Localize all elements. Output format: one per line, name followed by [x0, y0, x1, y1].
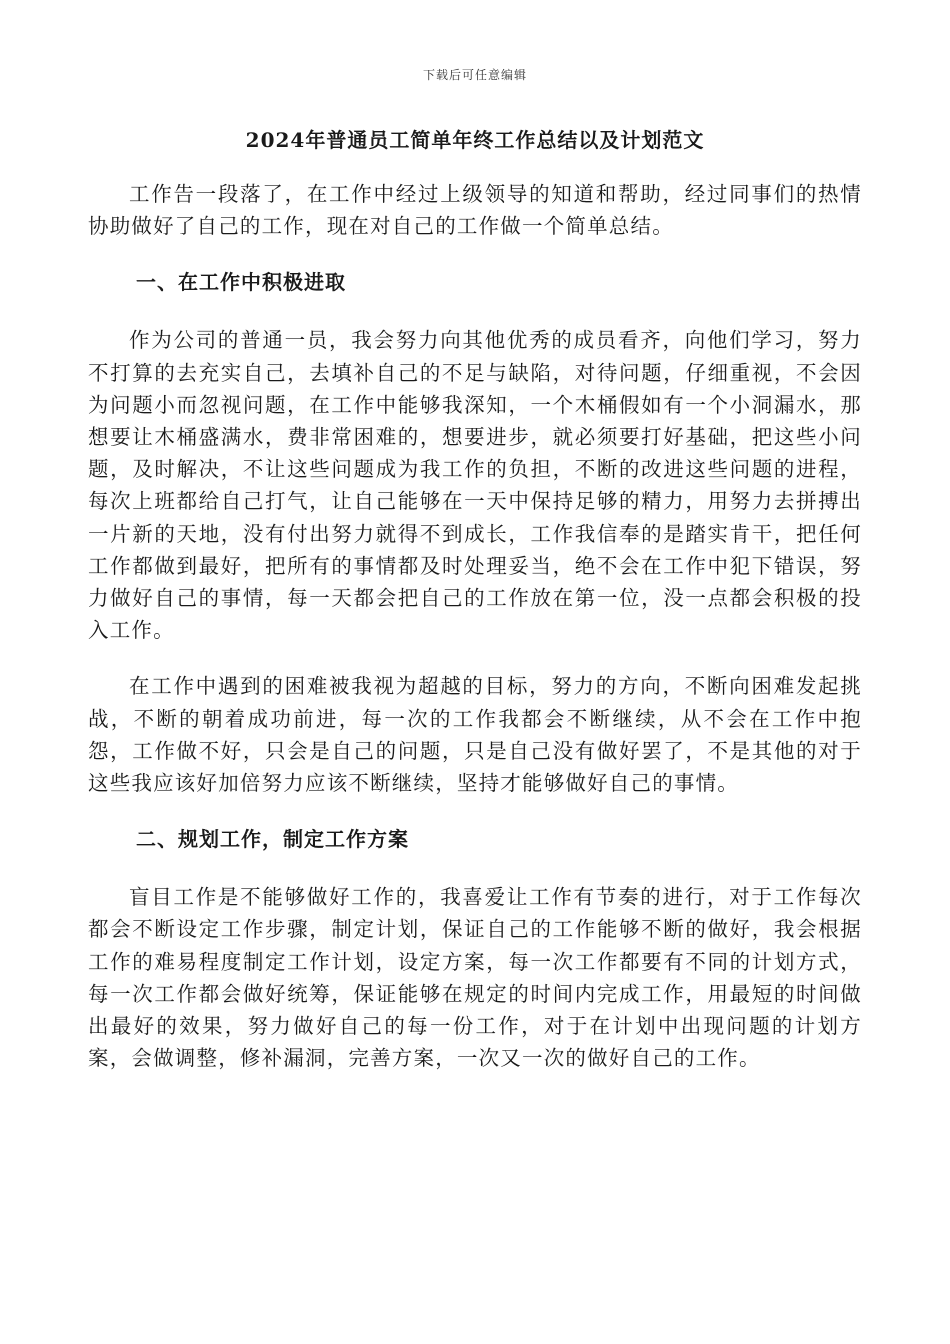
section-heading-2: 二、规划工作，制定工作方案 [136, 827, 409, 852]
section-1-paragraph-1: 作为公司的普通一员，我会努力向其他优秀的成员看齐，向他们学习，努力不打算的去充实自己，去填补自己的不足与缺陷，对待问题，仔细重视，不会因为问题小而忽视问题，在工作中能够我深知，一个木桶假如有一个小洞漏水，那想要让木桶盛满水，费非常困难的，想要进步，就必须要打好基础，把这些小问题，及时解决，不让这些问题成为我工作的负担，不断的改进这些问题的进程，每次上班都给自己打气，让自己能够在一天中保持足够的精力，用努力去拼搏出一片新的天地，没有付出努力就得不到成长，工作我信奉的是踏实肯干，把任何工作都做到最好，把所有的事情都及时处理妥当，绝不会在工作中犯下错误，努力做好自己的事情，每一天都会把自己的工作放在第一位，没一点都会积极的投入工作。 [88, 328, 862, 643]
section-2-paragraph-1: 盲目工作是不能够做好工作的，我喜爱让工作有节奏的进行，对于工作每次都会不断设定工作步骤，制定计划，保证自己的工作能够不断的做好，我会根据工作的难易程度制定工作计划，设定方案，每一次工作都要有不同的计划方式，每一次工作都会做好统筹，保证能够在规定的时间内完成工作，用最短的时间做出最好的效果，努力做好自己的每一份工作，对于在计划中出现问题的计划方案，会做调整，修补漏洞，完善方案，一次又一次的做好自己的工作。 [88, 885, 862, 1071]
header-note: 下载后可任意编辑 [422, 68, 527, 82]
document-title: 2024年普通员工简单年终工作总结以及计划范文 [245, 128, 705, 152]
section-heading-1: 一、在工作中积极进取 [136, 270, 346, 295]
document-body [88, 178, 862, 1074]
intro-paragraph: 工作告一段落了，在工作中经过上级领导的知道和帮助，经过同事们的热情协助做好了自己的工作，现在对自己的工作做一个简单总结。 [88, 182, 862, 239]
section-1-paragraph-2: 在工作中遇到的困难被我视为超越的目标，努力的方向，不断向困难发起挑战，不断的朝着成功前进，每一次的工作我都会不断继续，从不会在工作中抱怨，工作做不好，只会是自己的问题，只是自己没有做好罢了，不是其他的对于这些我应该好加倍努力应该不断继续，坚持才能够做好自己的事情。 [88, 674, 862, 796]
